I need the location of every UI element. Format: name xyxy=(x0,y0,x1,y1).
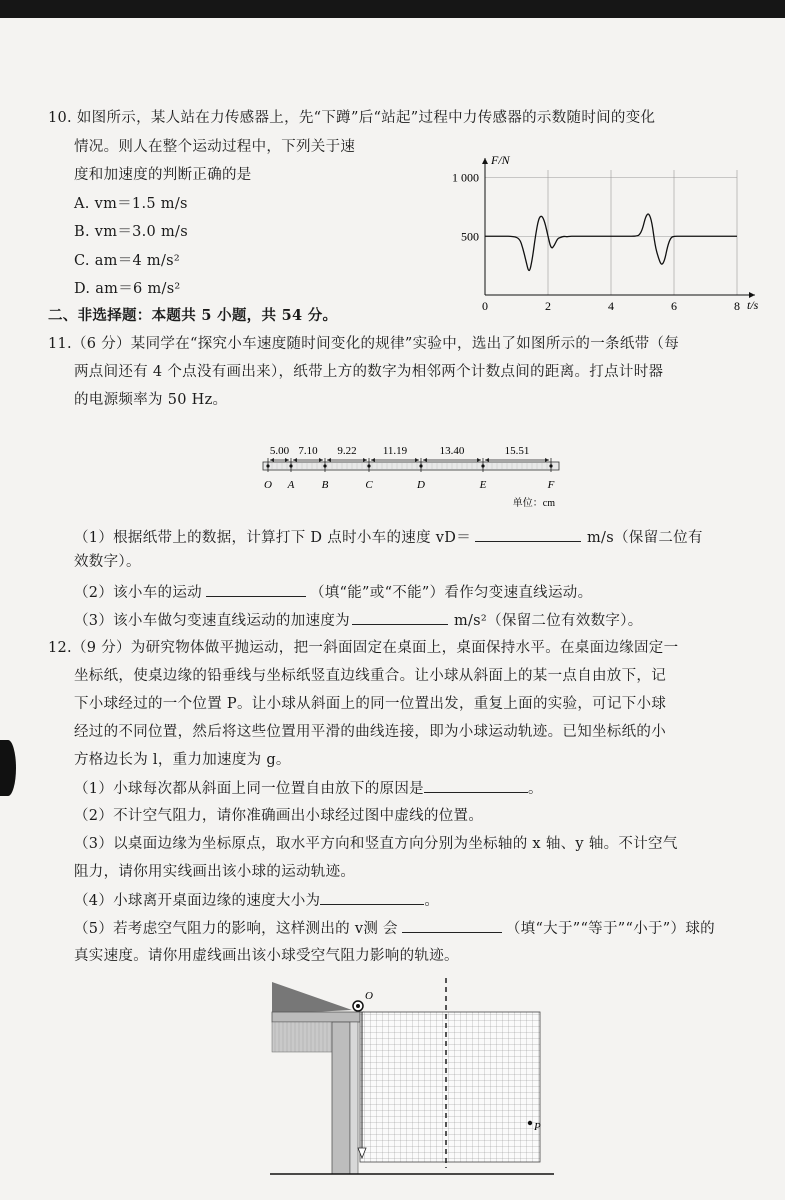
x-tick-label: 8 xyxy=(734,299,740,310)
distance-arrow-head xyxy=(415,458,419,462)
force-time-chart xyxy=(440,140,770,310)
x-tick-label: 2 xyxy=(545,299,551,310)
q11-stem-line2: 两点间还有 4 个点没有画出来），纸带上方的数字为相邻两个计数点间的距离。打点计时器 xyxy=(74,364,664,380)
q11-sub2-tail: （填“能”或“不能”）看作匀变速直线运动。 xyxy=(309,585,593,601)
distance-arrow-head xyxy=(545,458,549,462)
page-top-bar xyxy=(0,0,785,18)
q11-sub3 xyxy=(74,610,643,631)
distance-label: 9.22 xyxy=(337,445,357,457)
y-axis-label: F/N xyxy=(491,153,510,167)
count-point-dot xyxy=(367,464,370,467)
distance-label: 13.40 xyxy=(439,445,465,457)
q10-option-c[interactable]: C. am＝4 m/s² xyxy=(74,253,181,269)
q10-stem-line2: 情况。则人在整个运动过程中，下列关于速 xyxy=(74,139,356,155)
q11-stem-line1: 11.（6 分）某同学在“探究小车速度随时间变化的规律”实验中，选出了如图所示的一条纸带（每 xyxy=(48,336,680,352)
count-point-dot xyxy=(266,464,269,467)
distance-arrow-head xyxy=(270,458,274,462)
q12-stem-line3: 下小球经过的一个位置 P。让小球从斜面上的同一位置出发，重复上面的实验，可记下小球 xyxy=(74,696,667,712)
tape-strip xyxy=(263,462,559,470)
table-leg-shade xyxy=(350,1022,358,1174)
y-tick-label: 1 000 xyxy=(452,170,479,185)
table-leg xyxy=(332,1022,350,1174)
point-label: E xyxy=(479,479,487,491)
q12-sub5-line1 xyxy=(74,918,715,939)
ball-center xyxy=(356,1004,360,1008)
q11-sub1-text: （1）根据纸带上的数据，计算打下 D 点时小车的速度 vD＝ xyxy=(74,530,471,546)
q12-sub1-period: 。 xyxy=(527,781,543,797)
q11-sub1-answer-blank[interactable] xyxy=(475,527,581,542)
q10-option-b[interactable]: B. vm＝3.0 m/s xyxy=(74,224,188,240)
distance-arrow-head xyxy=(285,458,289,462)
count-point-dot xyxy=(419,464,422,467)
q12-sub5-tail: （填“大于”“等于”“小于”）球的 xyxy=(505,921,715,937)
distance-label: 7.10 xyxy=(298,445,318,457)
q12-sub5-answer-blank[interactable] xyxy=(402,918,502,933)
q12-stem-line2: 坐标纸，使桌边缘的铅垂线与坐标纸竖直边线重合。让小球从斜面上的某一点自由放下，记 xyxy=(74,668,666,684)
point-label: O xyxy=(264,479,272,491)
y-axis-arrow xyxy=(482,158,488,164)
distance-arrow-head xyxy=(293,458,297,462)
tape-unit-label: 单位：cm xyxy=(512,498,555,509)
q10-option-a[interactable]: A. vm＝1.5 m/s xyxy=(74,196,188,212)
q12-sub3-line2: 阻力，请你用实线画出该小球的运动轨迹。 xyxy=(74,864,356,880)
paper-tape-diagram xyxy=(255,430,575,510)
q12-sub4-answer-blank[interactable] xyxy=(320,890,424,905)
q12-sub4-period: 。 xyxy=(424,893,440,909)
distance-arrow-head xyxy=(327,458,331,462)
q12-sub1-text: （1）小球每次都从斜面上同一位置自由放下的原因是 xyxy=(74,781,424,797)
x-axis-label: t/s xyxy=(747,298,759,310)
distance-arrow-head xyxy=(485,458,489,462)
coordinate-grid xyxy=(360,1012,540,1162)
y-tick-label: 500 xyxy=(461,229,479,244)
distance-arrow-head xyxy=(363,458,367,462)
q12-stem-line4: 经过的不同位置，然后将这些位置用平滑的曲线连接，即为小球运动轨迹。已知坐标纸的小 xyxy=(74,724,666,740)
point-label: C xyxy=(365,479,373,491)
q12-sub1 xyxy=(74,778,543,799)
point-p xyxy=(528,1121,532,1125)
distance-label: 15.51 xyxy=(504,445,530,457)
q11-sub2-text: （2）该小车的运动 xyxy=(74,585,202,601)
q12-sub5-text: （5）若考虑空气阻力的影响，这样测出的 v测 会 xyxy=(74,921,398,937)
q11-sub2-answer-blank[interactable] xyxy=(206,582,306,597)
x-tick-label: 4 xyxy=(608,299,614,310)
q11-sub3-text: （3）该小车做匀变速直线运动的加速度为 xyxy=(74,613,350,629)
q11-sub2 xyxy=(74,582,592,603)
q11-stem-line3: 的电源频率为 50 Hz。 xyxy=(74,392,228,408)
x-tick-label: 0 xyxy=(482,299,488,310)
section-2-heading: 二、非选择题：本题共 5 小题，共 54 分。 xyxy=(48,307,338,324)
scan-edge-mark xyxy=(0,740,16,796)
q12-sub3-line1: （3）以桌面边缘为坐标原点，取水平方向和竖直方向分别为坐标轴的 x 轴、y 轴。不计空气 xyxy=(74,836,678,852)
point-label: D xyxy=(417,479,425,491)
count-point-dot xyxy=(289,464,292,467)
q11-sub3-answer-blank[interactable] xyxy=(352,610,448,625)
q12-sub5-line2: 真实速度。请你用虚线画出该小球受空气阻力影响的轨迹。 xyxy=(74,948,459,964)
projectile-apparatus-figure xyxy=(262,972,562,1182)
q12-stem-line5: 方格边长为 l，重力加速度为 g。 xyxy=(74,752,291,768)
q10-stem-line1: 10. 如图所示，某人站在力传感器上，先“下蹲”后“站起”过程中力传感器的示数随时间的变化 xyxy=(48,110,656,126)
point-p-label: P xyxy=(534,1121,541,1133)
distance-label: 5.00 xyxy=(269,445,290,457)
count-point-dot xyxy=(549,464,552,467)
q11-sub1-line1 xyxy=(74,527,703,548)
q12-sub4 xyxy=(74,890,439,911)
distance-arrow-head xyxy=(423,458,427,462)
origin-label: O xyxy=(365,990,373,1002)
point-label: F xyxy=(547,479,555,491)
x-tick-label: 6 xyxy=(671,299,677,310)
table-top xyxy=(272,1012,364,1022)
q12-stem-line1: 12.（9 分）为研究物体做平抛运动，把一斜面固定在桌面上，桌面保持水平。在桌面边缘固定一 xyxy=(48,640,679,656)
q11-sub3-tail: m/s²（保留二位有效数字）。 xyxy=(453,613,643,629)
distance-arrow-head xyxy=(319,458,323,462)
distance-arrow-head xyxy=(477,458,481,462)
distance-label: 11.19 xyxy=(382,445,408,457)
distance-arrow-head xyxy=(371,458,375,462)
incline-ramp xyxy=(272,982,352,1014)
q10-option-d[interactable]: D. am＝6 m/s² xyxy=(74,281,181,297)
point-label: B xyxy=(321,479,329,491)
q12-sub2: （2）不计空气阻力，请你准确画出小球经过图中虚线的位置。 xyxy=(74,808,484,824)
count-point-dot xyxy=(481,464,484,467)
q12-sub4-text: （4）小球离开桌面边缘的速度大小为 xyxy=(74,893,321,909)
q12-sub1-answer-blank[interactable] xyxy=(424,778,528,793)
q11-sub1-tail: m/s（保留二位有 xyxy=(587,530,703,546)
q10-stem-line3: 度和加速度的判断正确的是 xyxy=(74,167,252,183)
point-label: A xyxy=(287,479,295,491)
q11-sub1-line2: 效数字）。 xyxy=(74,554,141,570)
count-point-dot xyxy=(323,464,326,467)
